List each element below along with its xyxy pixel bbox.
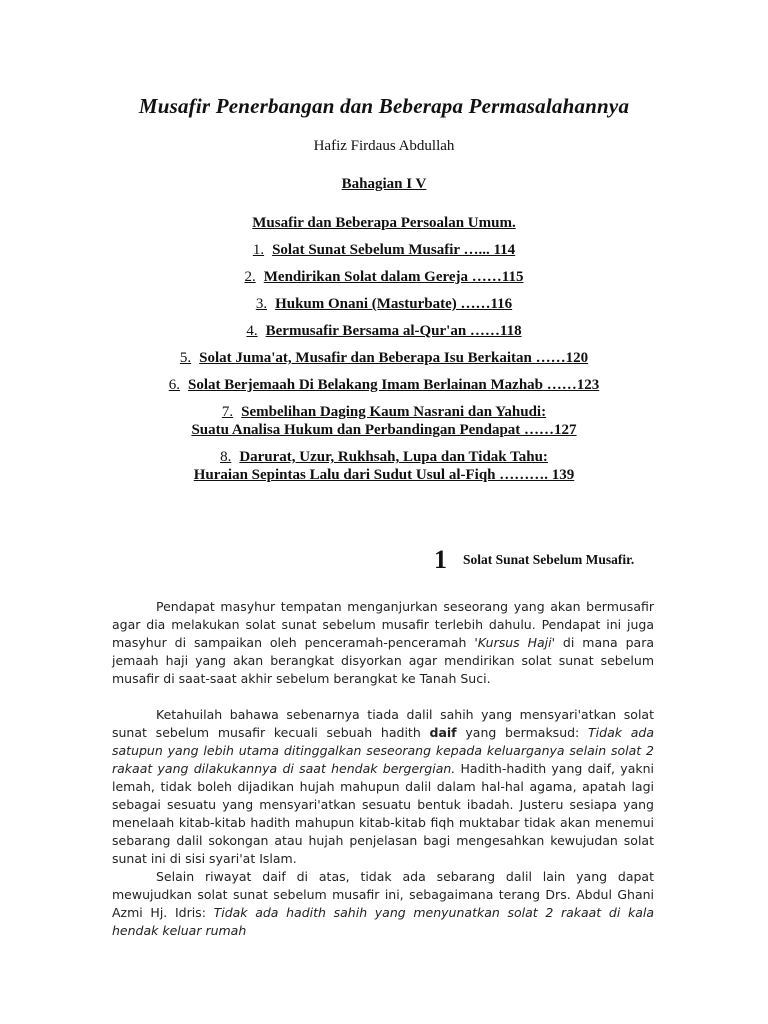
table-of-contents bbox=[0, 214, 768, 493]
toc-item: 2. Mendirikan Solat dalam Gereja ……115 bbox=[244, 269, 524, 285]
section-heading: Bahagian I V bbox=[341, 176, 427, 192]
body-paragraph: Pendapat masyhur tempatan menganjurkan seseorang yang akan bermusafir agar dia melakukan solat sunat sebelum musafir terlebih dahulu. Pendapat ini juga masyhur di sampaikan oleh penceramah-penceramah 'Kursus Haji' di mana para jemaah haji yang akan berangkat disyorkan agar mendirikan solat sunat sebelum musafir di saat-saat akhir sebelum berangkat ke Tanah Suci. bbox=[112, 599, 654, 686]
toc-item: 1. Solat Sunat Sebelum Musafir …... 114 bbox=[252, 242, 516, 258]
chapter-number: 1 bbox=[434, 545, 447, 574]
toc-item: 6. Solat Berjemaah Di Belakang Imam Berlainan Mazhab ……123 bbox=[168, 377, 600, 393]
toc-heading: Musafir dan Beberapa Persoalan Umum. bbox=[252, 215, 516, 231]
chapter-title: Solat Sunat Sebelum Musafir. bbox=[463, 552, 635, 567]
toc-item: 4. Bermusafir Bersama al-Qur'an ……118 bbox=[246, 323, 522, 339]
author-name: Hafiz Firdaus Abdullah bbox=[313, 138, 455, 154]
chapter-heading bbox=[434, 545, 634, 575]
toc-item: 8. Darurat, Uzur, Rukhsah, Lupa dan Tidak Tahu: Huraian Sepintas Lalu dari Sudut Usul al-Fiqh ………. 139 bbox=[193, 449, 575, 483]
toc-item: 5. Solat Juma'at, Musafir dan Beberapa Isu Berkaitan ……120 bbox=[179, 350, 589, 366]
body-paragraph: Ketahuilah bahawa sebenarnya tiada dalil sahih yang mensyari'atkan solat sunat sebelum musafir kecuali sebuah hadith daif yang bermaksud: Tidak ada satupun yang lebih utama ditinggalkan seseorang kepada keluarganya selain solat 2 rakaat yang dilakukannya di saat hendak bergergian. Hadith-hadith yang daif, yakni lemah, tidak boleh dijadikan hujah mahupun dalil dalam hal-hal agama, apatah lagi sebagai sesuatu yang mensyari'atkan sesuatu bentuk ibadah. Justeru sesiapa yang menelaah kitab-kitab hadith mahupun kitab-kitab fiqh muktabar tidak akan menemui sebarang dalil sokongan atau hujah penjelasan bagi mengesahkan kewujudan solat sunat ini di sisi syari'at Islam. bbox=[112, 707, 654, 866]
body-paragraph: Selain riwayat daif di atas, tidak ada sebarang dalil lain yang dapat mewujudkan solat sunat sebelum musafir ini, sebagaimana terang Drs. Abdul Ghani Azmi Hj. Idris: Tidak ada hadith sahih yang menyunatkan solat 2 rakaat di kala hendak keluar rumah bbox=[112, 869, 654, 938]
toc-item: 7. Sembelihan Daging Kaum Nasrani dan Yahudi: Suatu Analisa Hukum dan Perbandingan Pendapat ……127 bbox=[191, 404, 577, 438]
toc-item: 3. Hukum Onani (Masturbate) ……116 bbox=[255, 296, 513, 312]
document-title: Musafir Penerbangan dan Beberapa Permasalahannya bbox=[138, 94, 630, 118]
